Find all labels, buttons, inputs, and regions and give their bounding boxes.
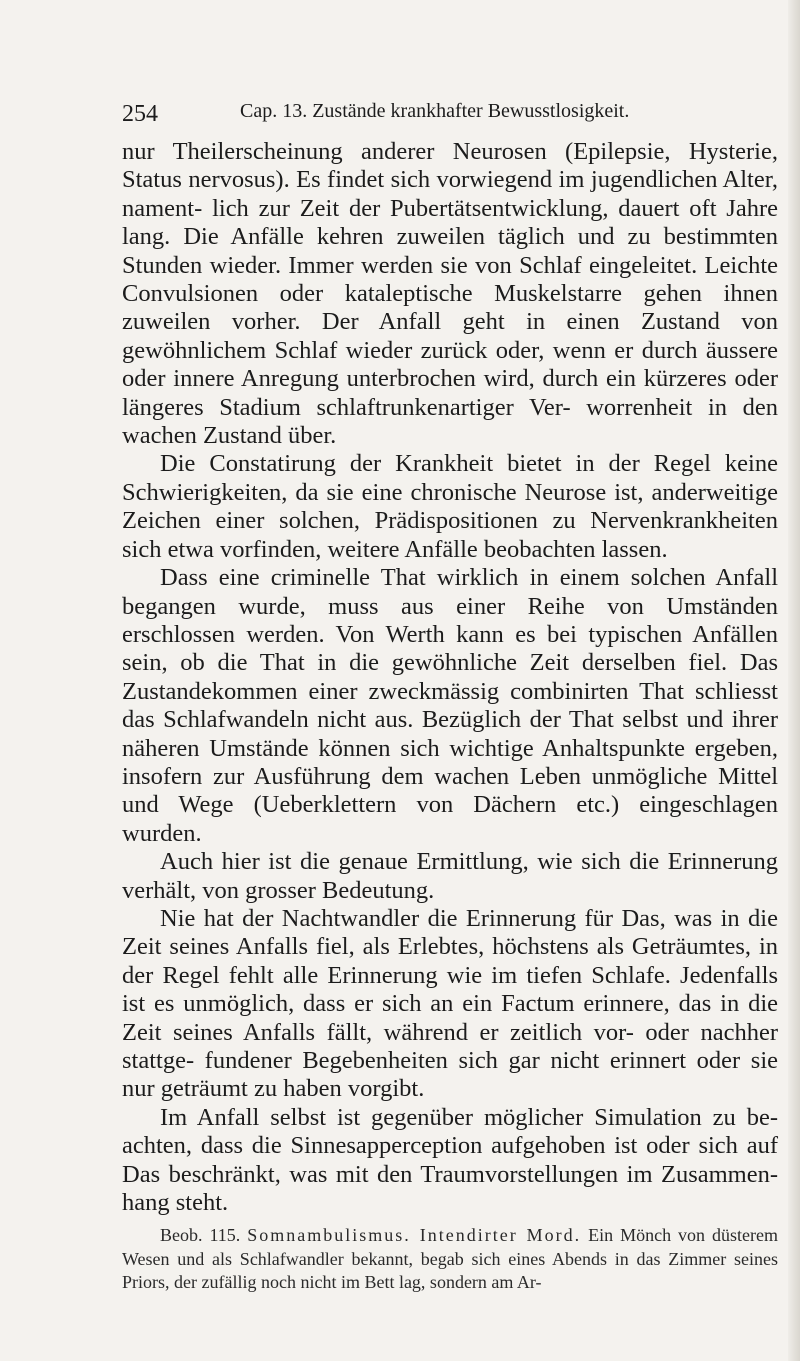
paragraph: nur Theilerscheinung anderer Neurosen (Epilepsie, Hysterie, Status nervosus). Es findet sich vorwiegend im jugendlichen Alter, nament- lich zur Zeit der Pubertätsentwicklung, dauert oft Jahre lang. Die Anfälle kehren zuweilen täglich und zu bestimmten Stunden wieder. Immer werden sie von Schlaf eingeleitet. Leichte Convulsionen oder kataleptische Muskelstarre gehen ihnen zuweilen vorher. Der Anfall geht in einen Zustand von gewöhnlichem Schlaf wieder zurück oder, wenn er durch äussere oder innere Anregung unterbrochen wird, durch ein kürzeres oder längeres Stadium schlaftrunkenartiger Ver- worrenheit in den wachen Zustand über. bbox=[122, 138, 778, 450]
paragraph: Die Constatirung der Krankheit bietet in der Regel keine Schwierigkeiten, da sie eine chronische Neurose ist, anderweitige Zeichen einer solchen, Prädispositionen zu Nervenkrankheiten sich etwa vorfinden, weitere Anfälle beobachten lassen. bbox=[122, 450, 778, 563]
paragraph: Dass eine criminelle That wirklich in einem solchen Anfall begangen wurde, muss aus einer Reihe von Umständen erschlossen werden. Von Werth kann es bei typischen Anfällen sein, ob die That in die gewöhnliche Zeit derselben fiel. Das Zustandekommen einer zweckmässig combinirten That schliesst das Schlafwandeln nicht aus. Bezüglich der That selbst und ihrer näheren Umstände können sich wichtige Anhaltspunkte ergeben, insofern zur Ausführung dem wachen Leben unmögliche Mittel und Wege (Ueberklettern von Dächern etc.) eingeschlagen wurden. bbox=[122, 564, 778, 847]
page-edge-shadow bbox=[788, 0, 800, 1361]
paragraph: Im Anfall selbst ist gegenüber möglicher Simulation zu be- achten, dass die Sinnesapperception aufgehoben ist oder sich auf Das beschränkt, was mit den Traumvorstellungen im Zusammen- hang steht. bbox=[122, 1103, 778, 1217]
case-text: Ein Mönch von düsterem Wesen und als Schlafwandler bekannt, begab sich eines Abends in das Zimmer seines Priors, der zufällig noch nicht im Bett lag, sondern am Ar- bbox=[122, 1225, 778, 1292]
case-label: Beob. 115. bbox=[160, 1225, 241, 1245]
body-text bbox=[122, 138, 778, 1217]
paragraph: Nie hat der Nachtwandler die Erinnerung für Das, was in die Zeit seines Anfalls fiel, als Erlebtes, höchstens als Geträumtes, in der Regel fehlt alle Erinnerung wie im tiefen Schlafe. Jedenfalls ist es unmöglich, dass er sich an ein Factum erinnere, das in die Zeit seines Anfalls fällt, während er zeitlich vor- oder nachher stattge- fundener Begebenheiten sich gar nicht erinnert oder sie nur geträumt zu haben vorgibt. bbox=[122, 904, 778, 1103]
paragraph: Auch hier ist die genaue Ermittlung, wie sich die Erinnerung verhält, von grosser Bedeutung. bbox=[122, 848, 778, 904]
running-title: Cap. 13. Zustände krankhafter Bewusstlosigkeit. bbox=[240, 100, 630, 122]
page-number: 254 bbox=[122, 101, 158, 127]
case-heading: Somnambulismus. Intendirter Mord. bbox=[247, 1225, 582, 1245]
case-note bbox=[122, 1224, 778, 1295]
